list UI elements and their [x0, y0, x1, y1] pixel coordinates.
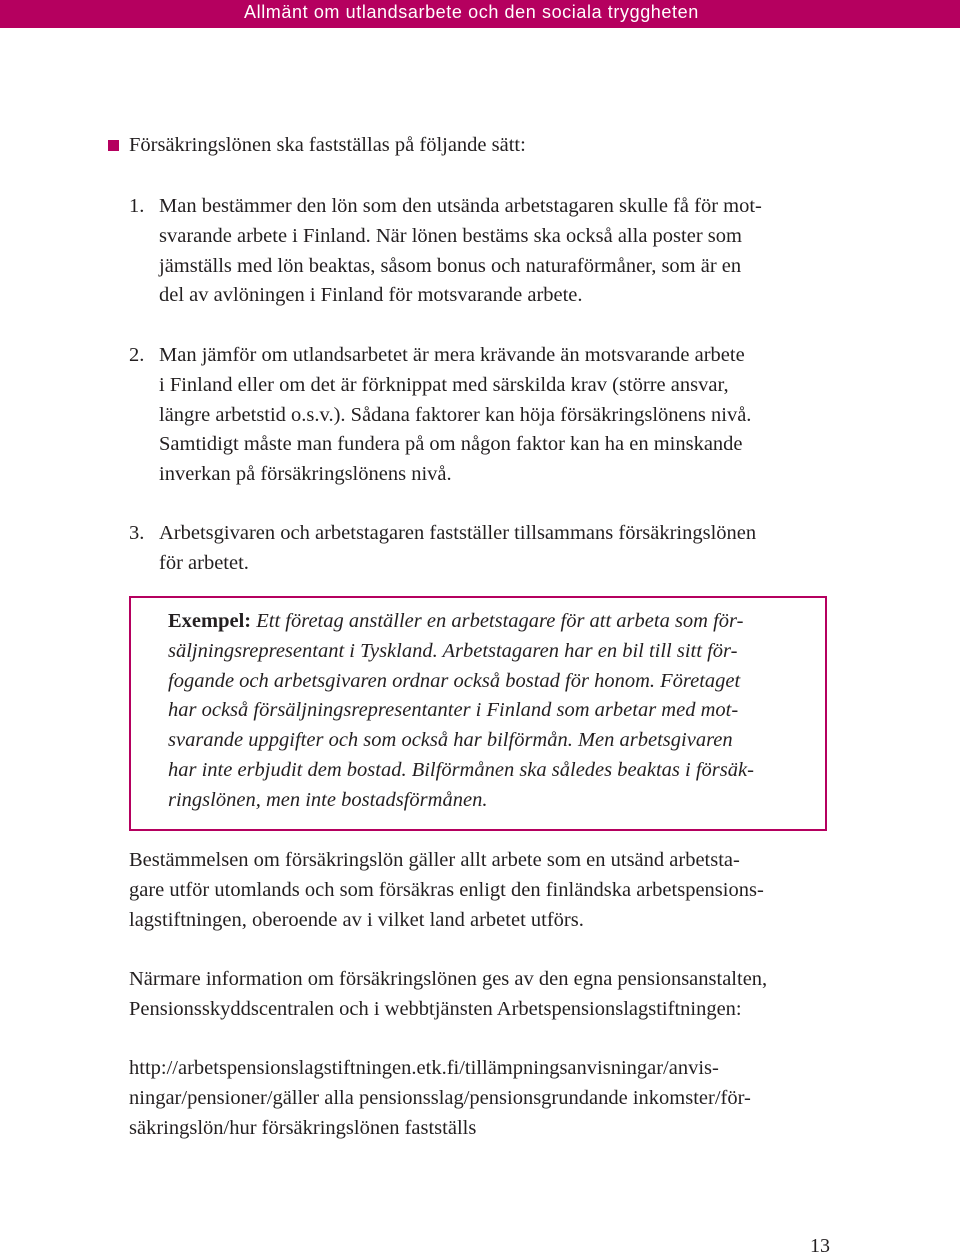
- square-bullet-icon: [108, 140, 119, 151]
- example-text: [168, 607, 754, 816]
- example-first-line-text: Ett företag anställer en arbetstagare för att arbeta som för-: [251, 610, 744, 632]
- text-line: inverkan på försäkringslönens nivå.: [159, 463, 452, 486]
- item-number: 1.: [129, 195, 145, 217]
- text-line: Närmare information om försäkringslönen ges av den egna pensionsanstalten,: [129, 968, 768, 990]
- example-label: Exempel:: [168, 610, 252, 632]
- text-line: jämställs med lön beaktas, såsom bonus och naturaförmåner, som är en: [159, 254, 742, 277]
- text-line: svarande arbete i Finland. När lönen bestäms ska också alla poster som: [159, 224, 742, 247]
- url-line: http://arbetspensionslagstiftningen.etk.fi/tillämpningsanvisningar/anvis-: [129, 1057, 719, 1079]
- text-line: fogande och arbetsgivaren ordnar också bostad för honom. Företaget: [168, 669, 741, 692]
- text-line: har inte erbjudit dem bostad. Bilförmånen ska således beaktas i försäk-: [168, 758, 754, 781]
- text-line: i Finland eller om det är förknippat med särskilda krav (större ansvar,: [159, 373, 729, 396]
- example-first-line: [168, 607, 754, 637]
- numbered-item-3: [159, 519, 839, 579]
- url-line: säkringslön/hur försäkringslönen fastställs: [129, 1116, 477, 1139]
- text-line: Man bestämmer den lön som den utsända arbetstagaren skulle få för mot-: [159, 195, 762, 217]
- text-line: Bestämmelsen om försäkringslön gäller allt arbete som en utsänd arbetsta-: [129, 849, 740, 871]
- text-line: Man jämför om utlandsarbetet är mera krävande än motsvarande arbete: [159, 344, 745, 366]
- numbered-item-2: [159, 341, 839, 490]
- text-line: Samtidigt måste man fundera på om någon faktor kan ha en minskande: [159, 433, 743, 456]
- numbered-item-1: [159, 192, 839, 311]
- text-line: ringslönen, men inte bostadsförmånen.: [168, 788, 488, 811]
- intro-text: Försäkringslönen ska fastställas på följande sätt:: [129, 134, 526, 156]
- paragraph-more-info: [129, 965, 767, 1025]
- text-line: Arbetsgivaren och arbetstagaren fastställer tillsammans försäkringslönen: [159, 522, 757, 544]
- text-line: längre arbetstid o.s.v.). Sådana faktorer kan höja försäkringslönens nivå.: [159, 403, 752, 426]
- running-header-title: Allmänt om utlandsarbete och den sociala tryggheten: [244, 2, 699, 22]
- text-line: gare utför utomlands och som försäkras enligt den finländska arbetspensions-: [129, 878, 764, 901]
- item-number: 2.: [129, 344, 145, 366]
- text-line: för arbetet.: [159, 551, 249, 574]
- paragraph-url: [129, 1054, 751, 1143]
- text-line: svarande uppgifter och som också har bilförmån. Men arbetsgivaren: [168, 729, 733, 752]
- text-line: Pensionsskyddscentralen och i webbtjänsten Arbetspensionslagstiftningen:: [129, 997, 742, 1020]
- text-line: lagstiftningen, oberoende av i vilket land arbetet utförs.: [129, 908, 584, 931]
- text-line: har också försäljningsrepresentanter i Finland som arbetar med mot-: [168, 699, 739, 722]
- page-number: 13: [810, 1235, 830, 1257]
- url-line: ningar/pensioner/gäller alla pensionsslag/pensionsgrundande inkomster/för-: [129, 1086, 751, 1109]
- text-line: säljningsrepresentant i Tyskland. Arbetstagaren har en bil till sitt för-: [168, 639, 738, 662]
- paragraph-scope: [129, 846, 764, 935]
- item-number: 3.: [129, 522, 145, 544]
- text-line: del av avlöningen i Finland för motsvarande arbete.: [159, 284, 583, 307]
